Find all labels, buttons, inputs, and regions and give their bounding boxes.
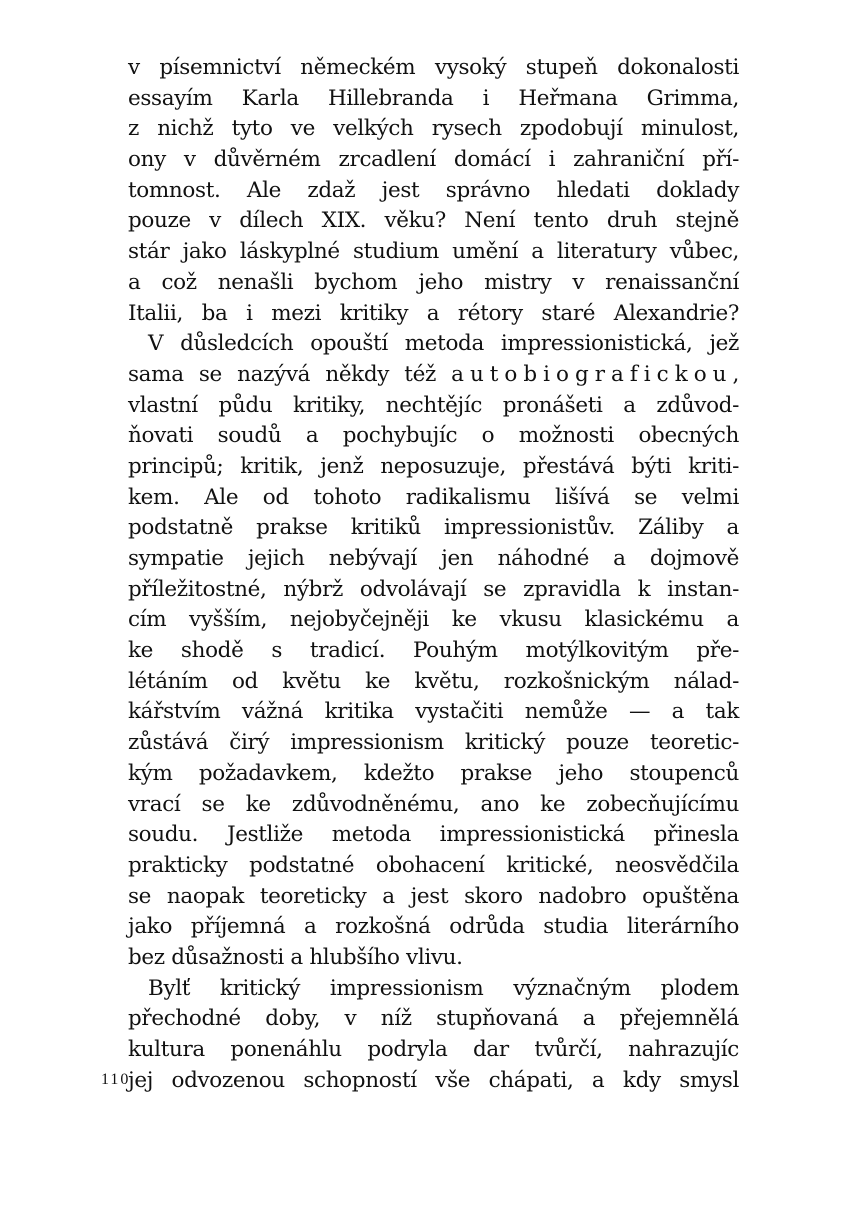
text-line: kem. Ale od tohoto radikalismu lišívá se velmi [128, 484, 739, 510]
text-line: vrací se ke zdůvodněnému, ano ke zobecňujícímu [128, 791, 739, 817]
text-line: se naopak teoreticky a jest skoro nadobro opuštěna [128, 883, 739, 909]
text-line: cím vyšším, nejobyčejněji ke vkusu klasickému a [128, 607, 739, 633]
text-line: kultura ponenáhlu podryla dar tvůrčí, nahrazujíc [128, 1037, 739, 1062]
emphasized-word: autobiografickou [451, 361, 733, 387]
paragraph-end-line: bez důsažnosti a hlubšího vlivu. [128, 944, 463, 970]
page-number: 110 [101, 1071, 131, 1088]
body-text [128, 53, 739, 1096]
text-line: ony v důvěrném zrcadlení domácí i zahraniční pří- [128, 147, 739, 173]
text-line: v písemnictví německém vysoký stupeň dokonalosti [128, 55, 739, 80]
text-line: prakticky podstatné obohacení kritické, neosvědčila [128, 852, 739, 878]
text-line: essayím Karla Hillebranda i Heřmana Grimma, [128, 85, 739, 111]
text-line: stár jako láskyplné studium umění a literatury vůbec, [128, 239, 739, 265]
text-line: jako příjemná a rozkošná odrůda studia literárního [128, 914, 739, 940]
text-line: jej odvozenou schopností vše chápati, a kdy smysl [128, 1067, 739, 1093]
text-line: vlastní půdu kritiky, nechtějíc pronášeti a zdůvod- [128, 392, 739, 418]
text-line: z nichž tyto ve velkých rysech zpodobují minulost, [128, 116, 739, 142]
punctuation: , [732, 361, 739, 387]
text-line: kým požadavkem, kdežto prakse jeho stoupenců [128, 760, 739, 786]
text-line: létáním od květu ke květu, rozkošnickým nálad- [128, 668, 739, 694]
text-line-spaced [128, 360, 739, 391]
text-line: ke shodě s tradicí. Pouhým motýlkovitým pře- [128, 638, 739, 664]
text-line: a což nenašli bychom jeho mistry v renaissanční [128, 269, 739, 295]
text-line: podstatně prakse kritiků impressionistův. Záliby a [128, 515, 739, 541]
text-fragment: sama se nazývá někdy též [128, 361, 436, 387]
text-line: kářstvím vážná kritika vystačiti nemůže — a tak [128, 699, 739, 725]
text-line: soudu. Jestliže metoda impressionistická přinesla [128, 822, 739, 848]
text-line: tomnost. Ale zdaž jest správno hledati doklady [128, 177, 739, 203]
paragraph-start-line: Bylť kritický impressionism význačným plodem [148, 975, 739, 1001]
text-line: přechodné doby, v níž stupňovaná a přejemnělá [128, 1006, 739, 1032]
text-line: sympatie jejich nebývají jen náhodné a dojmově [128, 546, 739, 571]
text-line: pouze v dílech XIX. věku? Není tento druh stejně [128, 208, 739, 234]
text-line: ňovati soudů a pochybujíc o možnosti obecných [128, 423, 739, 449]
text-line: příležitostné, nýbrž odvolávají se zpravidla k instan- [128, 576, 739, 602]
text-line: zůstává čirý impressionism kritický pouze teoretic- [128, 730, 739, 756]
text-line: principů; kritik, jenž neposuzuje, přestává býti kriti- [128, 453, 739, 479]
paragraph-start-line: V důsledcích opouští metoda impressionistická, jež [148, 331, 739, 357]
text-line: Italii, ba i mezi kritiky a rétory staré Alexandrie? [128, 300, 739, 326]
